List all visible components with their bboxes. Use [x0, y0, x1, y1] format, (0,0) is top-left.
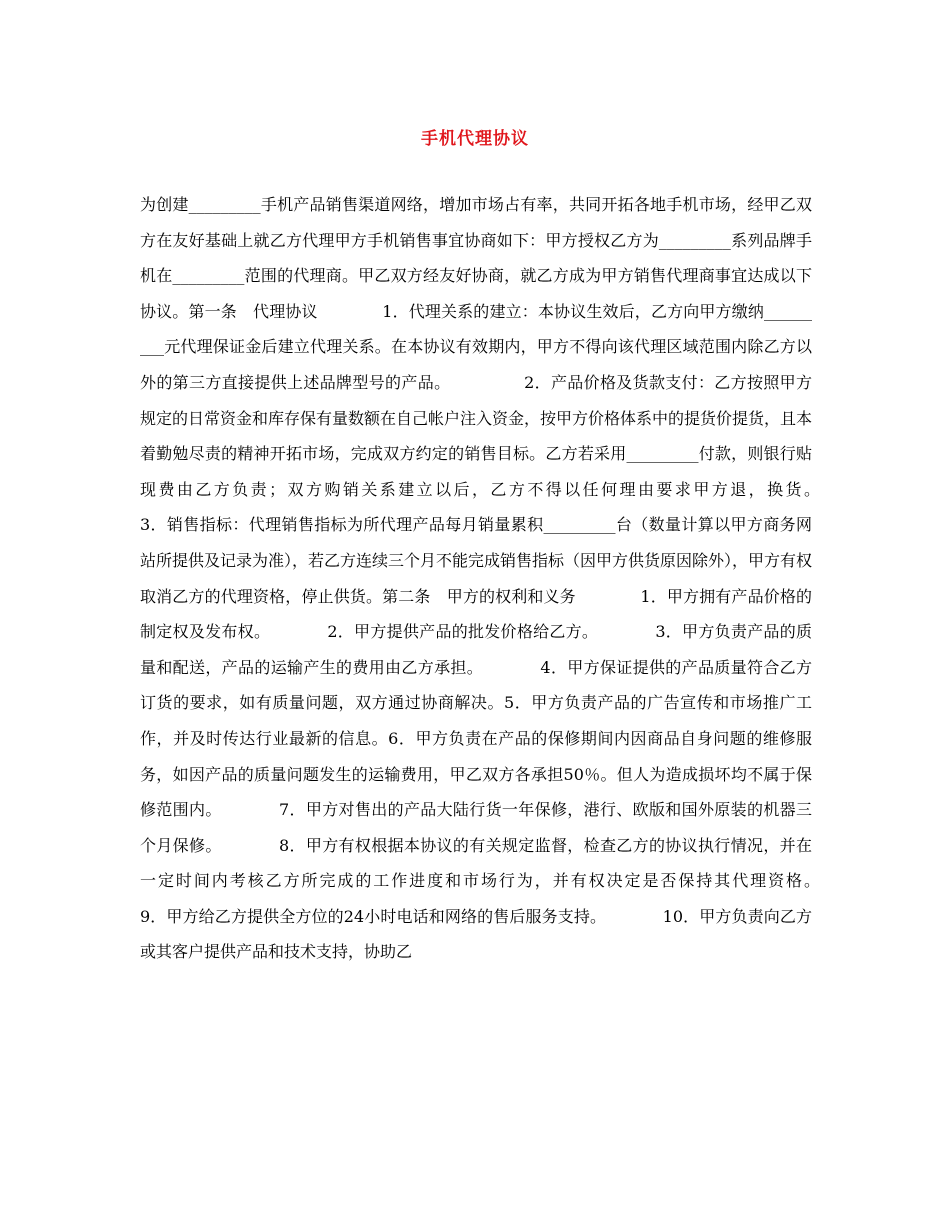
- document-body: 为创建_________手机产品销售渠道网络，增加市场占有率，共同开拓各地手机市场，经甲乙双方在友好基础上就乙方代理甲方手机销售事宜协商如下：甲方授权乙方为_________系列品牌手机在_________范围的代理商。甲乙双方经友好协商，就乙方成为甲方销售代理商事宜达成以下协议。第一条 代理协议 1．代理关系的建立：本协议生效后，乙方向甲方缴纳_________元代理保证金后建立代理关系。在本协议有效期内，甲方不得向该代理区域范围内除乙方以外的第三方直接提供上述品牌型号的产品。 2．产品价格及货款支付：乙方按照甲方规定的日常资金和库存保有量数额在自己帐户注入资金，按甲方价格体系中的提货价提货，且本着勤勉尽责的精神开拓市场，完成双方约定的销售目标。乙方若采用_________付款，则银行贴现费由乙方负责；双方购销关系建立以后，乙方不得以任何理由要求甲方退，换货。 3．销售指标：代理销售指标为所代理产品每月销量累积_________台（数量计算以甲方商务网站所提供及记录为准），若乙方连续三个月不能完成销售指标（因甲方供货原因除外），甲方有权取消乙方的代理资格，停止供货。第二条 甲方的权利和义务 1．甲方拥有产品价格的制定权及发布权。 2．甲方提供产品的批发价格给乙方。 3．甲方负责产品的质量和配送，产品的运输产生的费用由乙方承担。 4．甲方保证提供的产品质量符合乙方订货的要求，如有质量问题，双方通过协商解决。5．甲方负责产品的广告宣传和市场推广工作，并及时传达行业最新的信息。6．甲方负责在产品的保修期间内因商品自身问题的维修服务，如因产品的质量问题发生的运输费用，甲乙双方各承担50％。但人为造成损坏均不属于保修范围内。 7．甲方对售出的产品大陆行货一年保修，港行、欧版和国外原装的机器三个月保修。 8．甲方有权根据本协议的有关规定监督，检查乙方的协议执行情况，并在一定时间内考核乙方所完成的工作进度和市场行为，并有权决定是否保持其代理资格。 9．甲方给乙方提供全方位的24小时电话和网络的售后服务支持。 10．甲方负责向乙方或其客户提供产品和技术支持，协助乙: [140, 195, 877, 962]
- document-title: 手机代理协议: [421, 129, 529, 149]
